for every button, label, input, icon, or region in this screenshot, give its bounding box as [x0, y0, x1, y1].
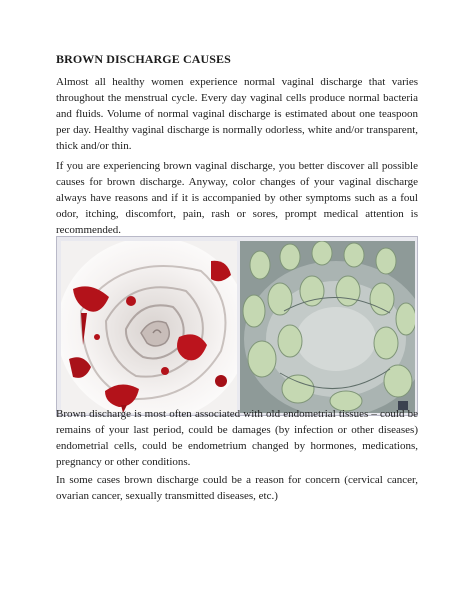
page-title: BROWN DISCHARGE CAUSES: [56, 52, 231, 66]
rose-image: [61, 241, 237, 413]
paragraph-reason-for-concern: In some cases brown discharge could be a reason for concern (cervical cancer, ovarian cancer, sexually transmitted diseases, etc.): [56, 474, 418, 502]
paragraph-endometrial-tissues: Brown discharge is most often associated with old endometrial tissues – could be remains of your last period, could be damages (by infection or other diseases) endometrial cells, could be endometrium changed by hormones, medications, pregnancy or other conditions.: [56, 408, 418, 468]
image-strip: [56, 236, 418, 416]
white-rose-icon: [61, 241, 237, 413]
pill-pack-image: [240, 241, 415, 413]
paragraph-normal-discharge: Almost all healthy women experience normal vaginal discharge that varies throughout the menstrual cycle. Every day vaginal cells produce normal bacteria and fluids. Volume of normal vaginal discharge is estimated about one teaspoon per day. Healthy vaginal discharge is normally odorless, white and/or transparent, thick and/or thin.: [56, 76, 418, 152]
paragraph-brown-discharge: If you are experiencing brown vaginal discharge, you better discover all possible causes for brown discharge. Anyway, color changes of your vaginal discharge always have reasons and if it is accompanied by other symptoms such as a foul odor, itching, discomfort, pain, rash or sores, prompt medical attention is recommended.: [56, 160, 418, 236]
pill-pack-icon: [240, 241, 415, 413]
